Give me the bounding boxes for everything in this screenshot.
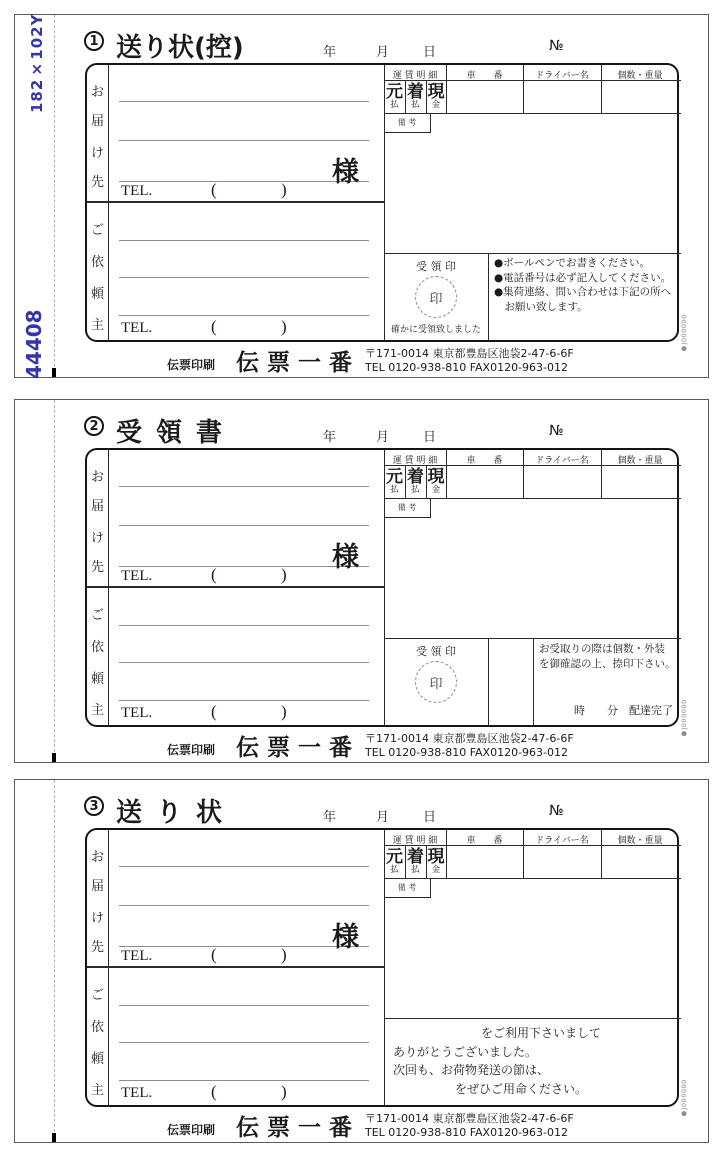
sender-label-char: ご bbox=[90, 608, 104, 623]
recipient-write-line bbox=[119, 866, 369, 867]
day-label: 日 bbox=[423, 810, 437, 825]
form-sheet-3 bbox=[14, 779, 709, 1143]
sheet-title: 受領書 bbox=[116, 418, 237, 448]
sender-write-line bbox=[119, 315, 369, 316]
perforation-line bbox=[54, 400, 55, 762]
company-address-block bbox=[365, 347, 574, 374]
stamp-section-line bbox=[384, 253, 681, 254]
recipient-label-char: 届 bbox=[90, 499, 104, 514]
recipient-label-char: お bbox=[90, 470, 104, 485]
recipient-write-line bbox=[119, 525, 369, 526]
registration-tick bbox=[52, 753, 56, 762]
sender-write-line bbox=[119, 240, 369, 241]
recipient-label-char: 届 bbox=[90, 879, 104, 894]
driver-name-header: ドライバー名 bbox=[535, 456, 589, 466]
form-body bbox=[85, 63, 679, 342]
thanks-line: をご利用下さいまして bbox=[481, 1026, 602, 1040]
company-address: 〒171-0014 東京都豊島区池袋2-47-6-6F bbox=[365, 732, 574, 745]
pay-option-collect: 着 払 bbox=[407, 81, 424, 110]
sender-write-line bbox=[119, 1080, 369, 1081]
driver-name-header: ドライバー名 bbox=[535, 71, 589, 81]
recipient-write-line bbox=[119, 486, 369, 487]
recipient-tel-label: TEL. bbox=[121, 948, 153, 964]
stamp-placeholder-circle: 印 bbox=[415, 276, 457, 318]
paren-open: ( bbox=[211, 180, 217, 199]
number-symbol: № bbox=[549, 803, 564, 819]
sender-write-line bbox=[119, 625, 369, 626]
paren-open: ( bbox=[211, 945, 217, 964]
car-number-header: 車 番 bbox=[466, 71, 503, 81]
count-weight-header: 個数・重量 bbox=[617, 836, 663, 846]
remarks-cell: 備 考 bbox=[384, 113, 431, 133]
printer-label: 伝票印刷 bbox=[167, 743, 216, 757]
recipient-label-char: 先 bbox=[90, 940, 104, 955]
company-address: 〒171-0014 東京都豊島区池袋2-47-6-6F bbox=[365, 1112, 574, 1125]
receipt-stamp-label: 受 領 印 bbox=[416, 645, 456, 658]
recipient-sender-divider bbox=[87, 201, 384, 203]
note-line: を御確認の上、捺印下さい。 bbox=[539, 658, 676, 670]
registration-tick bbox=[52, 1133, 56, 1142]
printer-label: 伝票印刷 bbox=[167, 358, 216, 372]
thank-you-message bbox=[384, 1024, 681, 1098]
pay-option-cash: 現 金 bbox=[427, 466, 445, 495]
recipient-write-line bbox=[119, 140, 369, 141]
form-edge-code: ●J000000 bbox=[680, 699, 688, 738]
form-edge-code: ●J000000 bbox=[680, 314, 688, 353]
recipient-sender-divider bbox=[87, 586, 384, 588]
sender-write-line bbox=[119, 1042, 369, 1043]
honorific-sama: 様 bbox=[332, 922, 359, 953]
driver-name-header: ドライバー名 bbox=[535, 836, 589, 846]
note-line: お受取りの際は個数・外装 bbox=[539, 643, 665, 655]
sender-tel-label: TEL. bbox=[121, 705, 153, 721]
pay-option-collect: 着 払 bbox=[407, 846, 424, 875]
recipient-tel-label: TEL. bbox=[121, 183, 153, 199]
registration-tick bbox=[52, 368, 56, 377]
honorific-sama: 様 bbox=[332, 542, 359, 573]
thanks-section-line bbox=[384, 1018, 681, 1019]
printer-label: 伝票印刷 bbox=[167, 1123, 216, 1137]
remarks-cell: 備 考 bbox=[384, 498, 431, 518]
paren-close: ) bbox=[281, 702, 287, 721]
pay-option-prepaid: 元 払 bbox=[386, 846, 403, 875]
stamp-section-divider bbox=[488, 253, 489, 340]
stamp-section-divider-2 bbox=[533, 638, 534, 725]
recipient-label-char: け bbox=[90, 531, 104, 546]
car-number-header: 車 番 bbox=[466, 836, 503, 846]
sender-label-char: ご bbox=[90, 223, 104, 238]
sender-write-line bbox=[119, 1005, 369, 1006]
received-confirmation-note: 確かに受領致しました bbox=[390, 325, 481, 335]
paren-close: ) bbox=[281, 945, 287, 964]
note-line: お願い致します。 bbox=[494, 300, 588, 313]
day-label: 日 bbox=[423, 430, 437, 445]
company-name: 伝票一番 bbox=[236, 1115, 360, 1141]
honorific-sama: 様 bbox=[332, 157, 359, 188]
sender-tel-label: TEL. bbox=[121, 320, 153, 336]
sender-write-line bbox=[119, 277, 369, 278]
sender-label-char: ご bbox=[90, 988, 104, 1003]
company-telfax: TEL 0120-938-810 FAX0120-963-012 bbox=[365, 1125, 569, 1139]
recipient-sender-divider bbox=[87, 966, 384, 968]
sheet-title: 送り状 bbox=[116, 798, 237, 828]
thanks-line: 次回も、お荷物発送の節は、 bbox=[393, 1063, 550, 1077]
company-address: 〒171-0014 東京都豊島区池袋2-47-6-6F bbox=[365, 347, 574, 360]
note-line: ●電話番号は必ず記入してください。 bbox=[494, 271, 672, 284]
perforation-line bbox=[54, 780, 55, 1142]
sheet-number-badge: 3 bbox=[84, 796, 104, 816]
thanks-line: ありがとうございました。 bbox=[393, 1044, 538, 1059]
sender-label-char: 主 bbox=[90, 703, 104, 718]
perforation-line bbox=[54, 15, 55, 377]
recipient-label-char: 先 bbox=[90, 175, 104, 190]
pay-option-cash: 現 金 bbox=[427, 81, 445, 110]
company-address-block bbox=[365, 732, 574, 759]
sender-label-char: 依 bbox=[90, 640, 104, 655]
count-weight-header: 個数・重量 bbox=[617, 456, 663, 466]
paren-open: ( bbox=[211, 317, 217, 336]
sender-label-char: 依 bbox=[90, 1020, 104, 1035]
month-label: 月 bbox=[376, 45, 390, 60]
sheet-number-badge: 2 bbox=[84, 416, 104, 436]
pay-option-collect: 着 払 bbox=[407, 466, 424, 495]
year-label: 年 bbox=[323, 810, 337, 825]
sender-label-char: 主 bbox=[90, 1083, 104, 1098]
form-sheet-1 bbox=[14, 14, 709, 378]
paren-close: ) bbox=[281, 565, 287, 584]
company-telfax: TEL 0120-938-810 FAX0120-963-012 bbox=[365, 745, 569, 759]
year-label: 年 bbox=[323, 45, 337, 60]
form-body bbox=[85, 448, 679, 727]
receipt-confirmation-notes bbox=[539, 642, 679, 672]
form-body bbox=[85, 828, 679, 1107]
company-name: 伝票一番 bbox=[236, 350, 360, 376]
paren-open: ( bbox=[211, 702, 217, 721]
number-symbol: № bbox=[549, 423, 564, 439]
recipient-write-line bbox=[119, 101, 369, 102]
sender-label-char: 頼 bbox=[90, 287, 104, 302]
month-label: 月 bbox=[376, 430, 390, 445]
car-number-header: 車 番 bbox=[466, 456, 503, 466]
pay-option-prepaid: 元 払 bbox=[386, 81, 403, 110]
form-sheet-2 bbox=[14, 399, 709, 763]
paper-size-code: 182×102Y bbox=[28, 13, 46, 113]
month-label: 月 bbox=[376, 810, 390, 825]
pay-option-prepaid: 元 払 bbox=[386, 466, 403, 495]
day-label: 日 bbox=[423, 45, 437, 60]
pay-option-cash: 現 金 bbox=[427, 846, 445, 875]
sender-tel-label: TEL. bbox=[121, 1085, 153, 1101]
company-name: 伝票一番 bbox=[236, 735, 360, 761]
receipt-stamp-label: 受 領 印 bbox=[416, 260, 456, 273]
instruction-notes bbox=[494, 256, 678, 314]
sender-label-char: 依 bbox=[90, 255, 104, 270]
recipient-write-line bbox=[119, 905, 369, 906]
paren-close: ) bbox=[281, 317, 287, 336]
sheet-title: 送り状(控) bbox=[116, 33, 244, 63]
note-line: ●ボールペンでお書きください。 bbox=[494, 257, 650, 269]
recipient-label-char: 届 bbox=[90, 114, 104, 129]
recipient-tel-label: TEL. bbox=[121, 568, 153, 584]
number-symbol: № bbox=[549, 38, 564, 54]
sender-label-char: 頼 bbox=[90, 1052, 104, 1067]
sender-label-char: 頼 bbox=[90, 672, 104, 687]
recipient-label-char: お bbox=[90, 85, 104, 100]
delivery-complete-line: 時 分 配達完了 bbox=[574, 704, 673, 717]
recipient-label-char: け bbox=[90, 911, 104, 926]
sheet-number-badge: 1 bbox=[84, 31, 104, 51]
year-label: 年 bbox=[323, 430, 337, 445]
freight-detail-header: 運 賃 明 細 bbox=[392, 71, 438, 81]
freight-detail-header: 運 賃 明 細 bbox=[392, 836, 438, 846]
stamp-placeholder-circle: 印 bbox=[415, 661, 457, 703]
stock-number: 44408 bbox=[22, 309, 46, 379]
recipient-label-char: け bbox=[90, 146, 104, 161]
paren-close: ) bbox=[281, 1082, 287, 1101]
company-address-block bbox=[365, 1112, 574, 1139]
stamp-section-divider bbox=[488, 638, 489, 725]
sender-write-line bbox=[119, 700, 369, 701]
sender-write-line bbox=[119, 662, 369, 663]
paren-close: ) bbox=[281, 180, 287, 199]
recipient-label-char: お bbox=[90, 850, 104, 865]
count-weight-header: 個数・重量 bbox=[617, 71, 663, 81]
form-edge-code: ●J000000 bbox=[680, 1079, 688, 1118]
note-line: ●集荷連絡、問い合わせは下記の所へ bbox=[494, 286, 672, 298]
sender-label-char: 主 bbox=[90, 318, 104, 333]
paren-open: ( bbox=[211, 565, 217, 584]
recipient-label-char: 先 bbox=[90, 560, 104, 575]
freight-detail-header: 運 賃 明 細 bbox=[392, 456, 438, 466]
remarks-cell: 備 考 bbox=[384, 878, 431, 898]
company-telfax: TEL 0120-938-810 FAX0120-963-012 bbox=[365, 360, 569, 374]
thanks-line: をぜひご用命ください。 bbox=[455, 1081, 588, 1096]
paren-open: ( bbox=[211, 1082, 217, 1101]
